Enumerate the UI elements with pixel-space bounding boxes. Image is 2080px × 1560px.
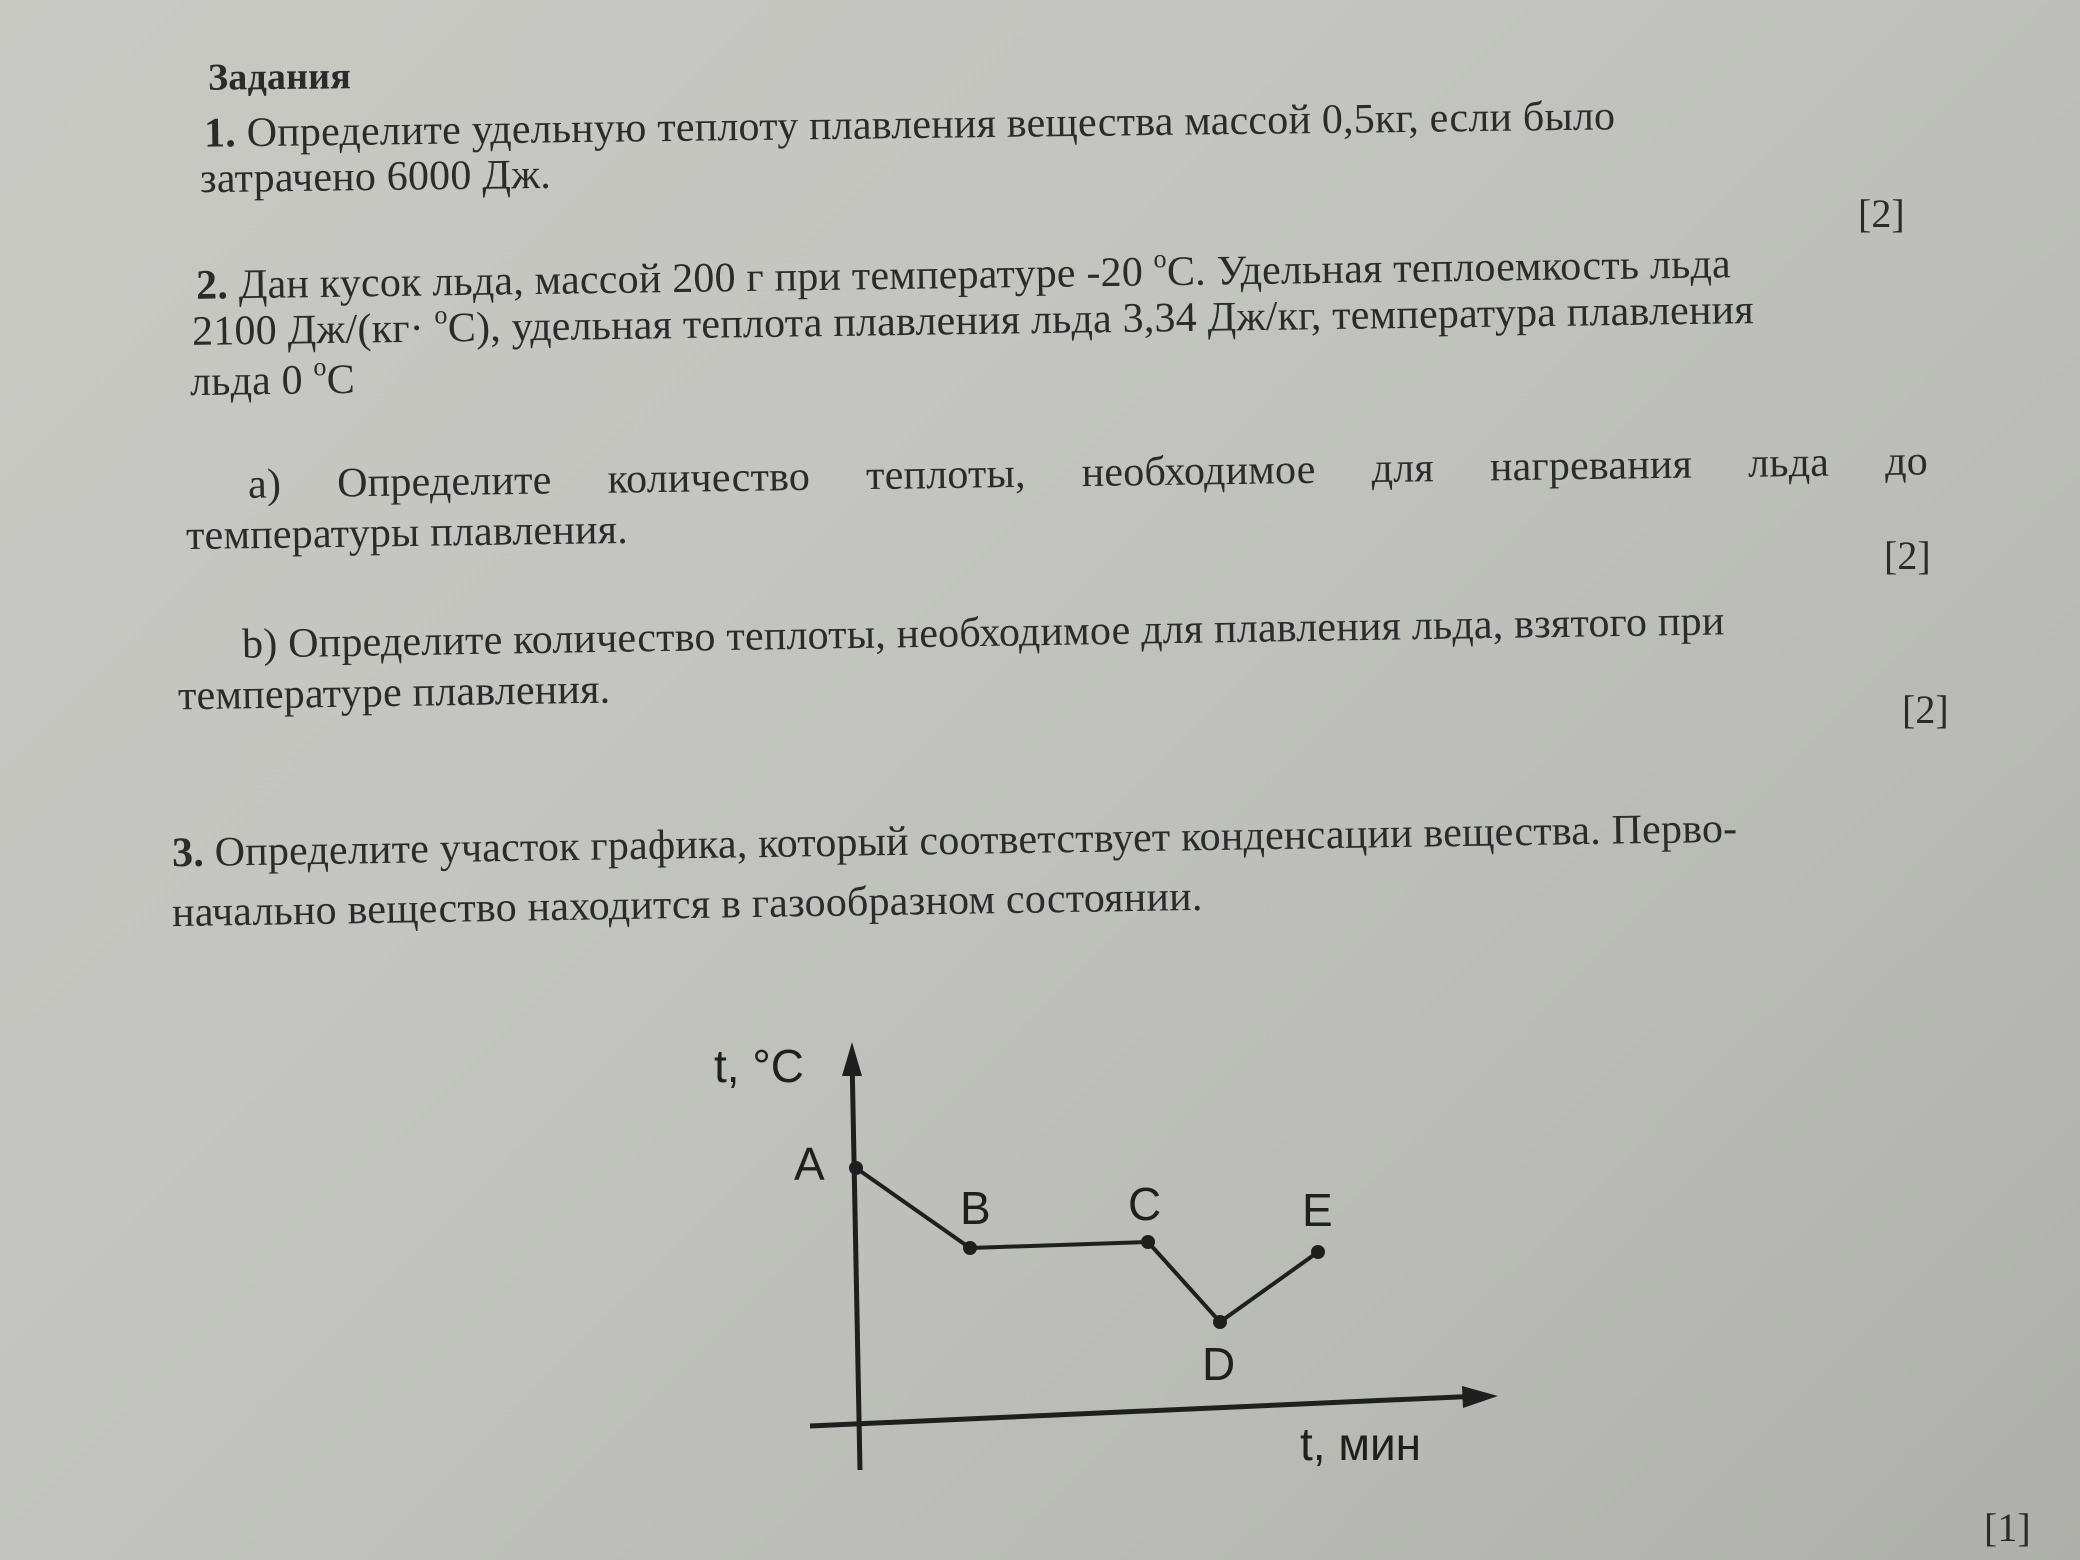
part-b-line1: b) Определите количество теплоты, необходимое для плавления льда, взятого при (241, 598, 1725, 668)
temperature-time-graph (714, 1030, 1510, 1490)
part-a-word: необходимое (1081, 446, 1316, 497)
degree-sign: o (313, 352, 327, 382)
degree-sign: o (1153, 244, 1167, 274)
task2-text-line2-end: С), удельная теплота плавления льда 3,34 Дж/кг, температура плавления (447, 287, 1755, 352)
task1-line1 (203, 93, 1616, 157)
label-d: D (1202, 1338, 1236, 1390)
degree-sign: o (434, 300, 448, 330)
point-a (849, 1161, 863, 1175)
y-axis (852, 1056, 860, 1470)
part-a-word: теплоты, (865, 450, 1026, 500)
task1-score: [2] (1858, 191, 1905, 236)
task2-line3 (189, 352, 356, 406)
part-a-line2: температуры плавления. (185, 506, 629, 560)
task3-number: 3. (171, 829, 205, 877)
task2-number: 2. (195, 262, 229, 309)
part-a-word: количество (607, 453, 811, 503)
task3-text-line2: начально вещество находится в газообразном состоянии. (171, 873, 1203, 937)
graph-line (856, 1168, 1318, 1322)
part-b-score: [2] (1902, 687, 1949, 732)
y-axis-arrow-icon (842, 1042, 862, 1076)
heading: Задания (207, 55, 352, 99)
label-a: A (794, 1138, 825, 1190)
part-b-line2: температуре плавления. (177, 666, 611, 720)
task1-text-line1: Определите удельную теплоту плавления вещества массой 0,5кг, если было (246, 93, 1616, 157)
task2-text-line1-end: С. Удельная теплоемкость льда (1166, 241, 1732, 296)
task1-text-line2: затрачено 6000 Дж. (199, 151, 552, 203)
part-a-score: [2] (1884, 533, 1931, 578)
part-a-word: Определите (336, 457, 552, 507)
part-a-word: для (1371, 445, 1435, 493)
label-e: E (1302, 1184, 1333, 1236)
task2-text-line1: Дан кусок льда, массой 200 г при температуре -20 (238, 249, 1155, 309)
point-c (1141, 1235, 1155, 1249)
part-a-word: а) (247, 461, 282, 508)
task3-line1 (171, 805, 1738, 877)
task2-text-line3: льда 0 (189, 357, 314, 406)
task3-text-line1: Определите участок графика, который соответствует конденсации вещества. Перво- (214, 805, 1738, 876)
point-d (1213, 1315, 1227, 1329)
label-c: C (1128, 1178, 1162, 1230)
point-e (1311, 1245, 1325, 1259)
task1-number: 1. (203, 110, 237, 157)
label-b: B (960, 1182, 991, 1234)
y-axis-label: t, °C (714, 1040, 804, 1092)
part-a-line1 (247, 438, 1929, 508)
task2-text-line2: 2100 Дж/(кг· (191, 305, 435, 355)
part-a-word: нагревания (1489, 441, 1693, 491)
part-a-word: льда (1747, 439, 1830, 487)
point-b (963, 1241, 977, 1255)
task3-score: [1] (1984, 1505, 2031, 1550)
x-axis-arrow-icon (1462, 1386, 1498, 1408)
part-a-word: до (1884, 438, 1929, 485)
task2-text-line3-end: С (326, 356, 356, 404)
x-axis-label: t, мин (1300, 1418, 1422, 1470)
